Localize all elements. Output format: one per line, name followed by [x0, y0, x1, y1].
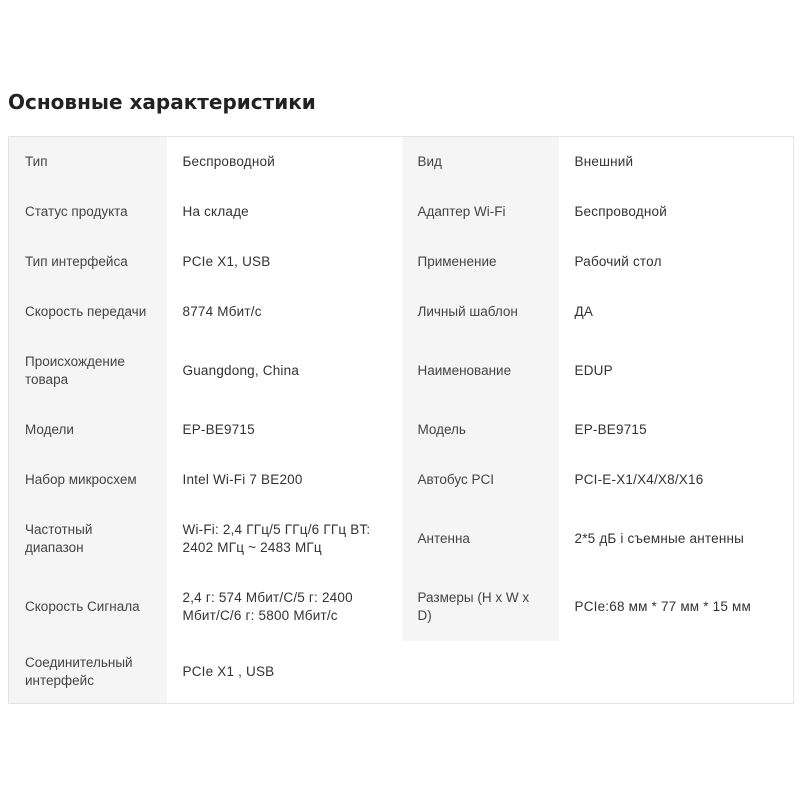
spec-value: EP-BE9715	[559, 405, 794, 455]
table-row	[9, 137, 794, 187]
spec-value: Intel Wi-Fi 7 BE200	[167, 455, 402, 505]
spec-label: Наименование	[402, 337, 559, 405]
spec-value: Рабочий стол	[559, 237, 794, 287]
spec-value: 8774 Мбит/с	[167, 287, 402, 337]
spec-label: Размеры (H x W x D)	[402, 573, 559, 641]
spec-value: PCIe X1 , USB	[167, 641, 794, 704]
table-row	[9, 405, 794, 455]
spec-value: PCI-E-X1/X4/X8/X16	[559, 455, 794, 505]
spec-label: Скорость передачи	[9, 287, 167, 337]
spec-label: Модель	[402, 405, 559, 455]
table-row	[9, 505, 794, 573]
table-row	[9, 337, 794, 405]
spec-value: 2,4 г: 574 Мбит/С/5 г: 2400 Мбит/С/6 г: 5800 Мбит/с	[167, 573, 402, 641]
spec-label: Тип интерфейса	[9, 237, 167, 287]
spec-label: Происхождение товара	[9, 337, 167, 405]
spec-label: Применение	[402, 237, 559, 287]
spec-value: ДА	[559, 287, 794, 337]
spec-value: Беспроводной	[167, 137, 402, 187]
spec-label: Соединительный интерфейс	[9, 641, 167, 704]
spec-value: На складе	[167, 187, 402, 237]
spec-label: Модели	[9, 405, 167, 455]
table-row	[9, 287, 794, 337]
table-row	[9, 187, 794, 237]
spec-value: EDUP	[559, 337, 794, 405]
table-row	[9, 641, 794, 704]
spec-label: Автобус PCI	[402, 455, 559, 505]
spec-label: Антенна	[402, 505, 559, 573]
spec-value: Wi-Fi: 2,4 ГГц/5 ГГц/6 ГГц BT: 2402 МГц ~ 2483 МГц	[167, 505, 402, 573]
section-title: Основные характеристики	[8, 90, 316, 114]
table-row	[9, 455, 794, 505]
spec-label: Личный шаблон	[402, 287, 559, 337]
spec-value: Guangdong, China	[167, 337, 402, 405]
spec-value: PCIe:68 мм * 77 мм * 15 мм	[559, 573, 794, 641]
spec-label: Набор микросхем	[9, 455, 167, 505]
spec-label: Статус продукта	[9, 187, 167, 237]
spec-label: Вид	[402, 137, 559, 187]
spec-label: Адаптер Wi-Fi	[402, 187, 559, 237]
spec-label: Скорость Сигнала	[9, 573, 167, 641]
table-row	[9, 573, 794, 641]
spec-value: EP-BE9715	[167, 405, 402, 455]
spec-value: PCIe X1, USB	[167, 237, 402, 287]
spec-label: Частотный диапазон	[9, 505, 167, 573]
spec-value: 2*5 дБ i съемные антенны	[559, 505, 794, 573]
spec-value: Беспроводной	[559, 187, 794, 237]
spec-value: Внешний	[559, 137, 794, 187]
spec-label: Тип	[9, 137, 167, 187]
table-row	[9, 237, 794, 287]
spec-table	[8, 136, 794, 704]
